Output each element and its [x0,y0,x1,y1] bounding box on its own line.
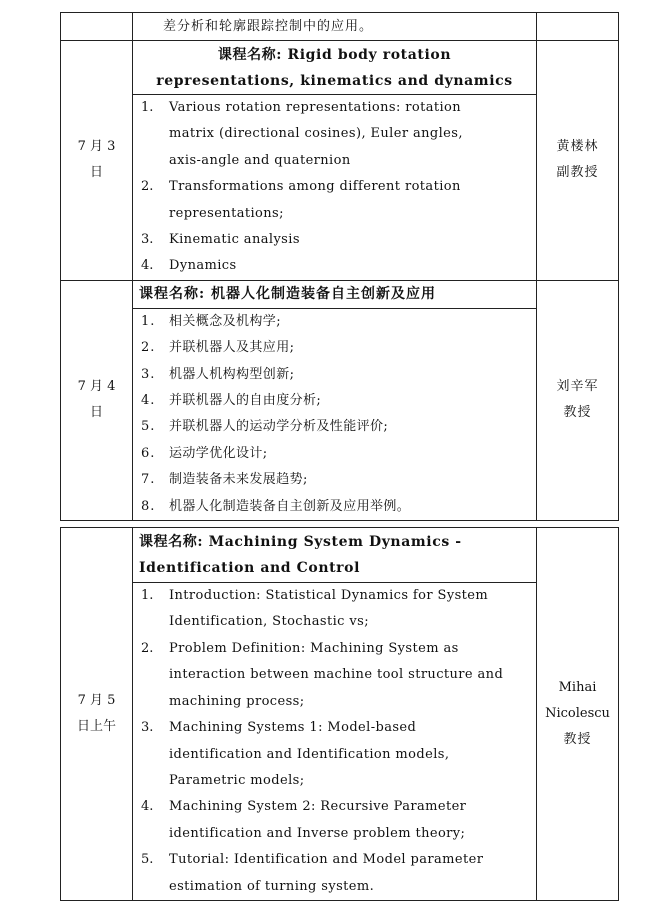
list-item [139,253,530,279]
course-title-line: Identification and Control [139,560,360,576]
course-items-cell [133,583,537,901]
item-text-line: matrix (directional cosines), Euler angles, [169,126,463,142]
list-item [139,847,530,900]
item-text-line: 并联机器人的自由度分析; [169,393,322,409]
item-text-line: representations; [169,205,284,221]
list-item [139,414,530,440]
item-number: 2. [141,340,156,356]
item-number: 1. [141,100,154,115]
item-number: 4. [141,799,154,815]
item-text-line: estimation of turning system. [169,878,375,894]
instructor-name: Nicolescu [545,706,610,721]
course-title-cell [133,41,537,95]
course-title: 课程名称: 机器人化制造装备自主创新及应用 [139,286,437,303]
list-item [139,335,530,361]
item-text-line: Identification, Stochastic vs; [169,614,369,630]
empty-date-cell [61,13,133,41]
item-number: 7. [141,472,156,488]
item-text-line: 相关概念及机构学; [169,313,281,329]
item-text-line: 并联机器人的运动学分析及性能评价; [169,419,389,435]
instructor-name: Mihai [558,680,597,695]
list-item [139,715,530,794]
course-item-list [133,309,536,520]
empty-instructor-cell [537,13,619,41]
item-text-line: 机器人化制造装备自主创新及应用举例。 [169,498,411,514]
date-line: 日上午 [76,719,116,734]
item-text-line: Machining Systems 1: Model-based [169,720,417,736]
schedule-table-1 [60,12,619,521]
item-number: 5. [141,852,154,868]
list-item [139,583,530,636]
course-items-cell [133,308,537,520]
item-number: 4. [141,393,156,409]
item-text-line: Dynamics [169,258,237,274]
list-item [139,227,530,253]
list-item [139,309,530,335]
date-cell [61,528,133,901]
course-title-cell [133,280,537,308]
item-number: 5. [141,419,156,435]
course-title-line: 课程名称: Rigid body rotation [217,46,452,63]
item-text-line: 并联机器人及其应用; [169,340,295,356]
list-item [139,494,530,520]
item-text-line: Introduction: Statistical Dynamics for System [169,588,489,604]
item-number: 2. [141,640,154,656]
date-line: 7 月 4 [77,379,116,395]
item-text-line: 运动学优化设计; [169,445,268,461]
course-title-cell [133,528,537,583]
item-text-line: Problem Definition: Machining System as [169,640,459,656]
instructor-title: 教授 [563,405,592,421]
item-text-line: axis-angle and quaternion [169,152,351,168]
instructor-name: 黄楼林 [556,139,599,155]
item-number: 2. [141,179,154,195]
item-text-line: machining process; [169,693,305,709]
item-number: 3. [141,720,154,736]
schedule-table-2 [60,527,619,901]
instructor-cell [537,528,619,901]
list-item [139,362,530,388]
item-text-line: Various rotation representations: rotation [169,100,462,115]
course-items-row [61,308,619,520]
course-items-row [61,95,619,281]
item-number: 3. [141,366,156,382]
list-item [139,467,530,493]
item-number: 1. [141,588,154,604]
continuation-cell [133,13,537,41]
course-item-list [133,583,536,900]
item-text-line: 制造装备未来发展趋势; [169,472,308,488]
continuation-row [61,13,619,41]
list-item [139,388,530,414]
instructor-cell [537,41,619,281]
date-cell [61,41,133,281]
date-line: 7 月 3 [77,139,116,155]
list-item [139,636,530,715]
item-number: 4. [141,258,154,274]
course-item-list [133,95,536,280]
list-item [139,794,530,847]
list-item [139,441,530,467]
list-item [139,95,530,174]
item-text-line: Transformations among different rotation [169,179,461,195]
course-title-row [61,528,619,583]
instructor-cell [537,280,619,520]
item-number: 3. [141,232,154,248]
item-text-line: Machining System 2: Recursive Parameter [169,799,467,815]
instructor-name: 刘辛军 [556,379,599,395]
item-text-line: 机器人机构构型创新; [169,366,295,382]
item-text-line: Tutorial: Identification and Model parameter [169,852,484,868]
item-text-line: Parametric models; [169,772,305,788]
date-line: 日 [89,165,103,181]
list-item [139,174,530,227]
continuation-text: 差分析和轮廓跟踪控制中的应用。 [163,19,374,34]
course-title-row [61,41,619,95]
date-line: 7 月 5 [77,693,116,708]
instructor-title: 教授 [563,732,592,747]
item-text-line: interaction between machine tool structure and [169,667,504,683]
course-title-line: representations, kinematics and dynamics [156,72,513,89]
date-cell [61,280,133,520]
item-number: 8. [141,498,156,514]
item-number: 6. [141,445,156,461]
item-number: 1. [141,313,156,329]
course-title-row [61,280,619,308]
course-items-row [61,583,619,901]
item-text-line: Kinematic analysis [169,232,300,248]
item-text-line: identification and Inverse problem theory; [169,825,466,841]
item-text-line: identification and Identification models, [169,746,450,762]
date-line: 日 [89,405,103,421]
instructor-title: 副教授 [556,165,599,181]
course-items-cell [133,95,537,281]
course-title-line: 课程名称: Machining System Dynamics - [139,534,462,550]
